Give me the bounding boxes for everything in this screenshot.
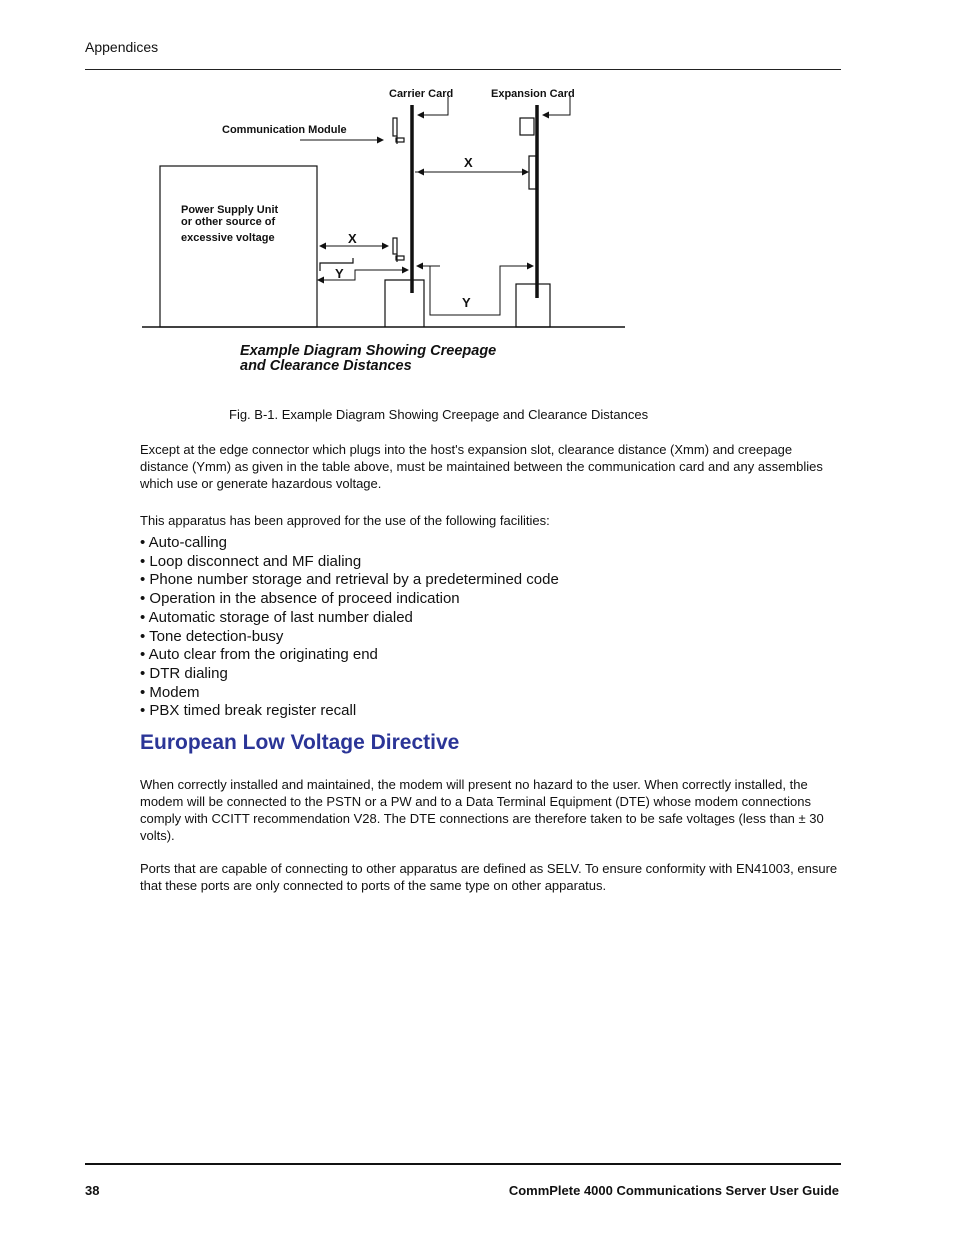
- label-psu-line2: or other source of: [181, 216, 276, 228]
- footer-rule: [85, 1163, 841, 1165]
- list-item: • DTR dialing: [140, 664, 228, 682]
- page-number: 38: [85, 1183, 100, 1198]
- header-rule: [85, 69, 841, 70]
- list-item: • Phone number storage and retrieval by a predetermined code: [140, 571, 559, 589]
- list-item: • Tone detection-busy: [140, 627, 284, 645]
- list-item: • Auto clear from the originating end: [140, 646, 378, 664]
- module-connector-bottom: [393, 238, 397, 254]
- label-x-upper: X: [464, 155, 473, 170]
- section-title: European Low Voltage Directive: [140, 731, 460, 754]
- label-carrier-card: Carrier Card: [389, 88, 454, 100]
- guide-title: CommPlete 4000 Communications Server User Guide: [508, 1183, 839, 1198]
- list-item: • Modem: [140, 683, 200, 701]
- label-y-left: Y: [335, 266, 344, 281]
- label-psu-line1: Power Supply Unit: [181, 204, 279, 216]
- header-section-label: Appendices: [85, 39, 159, 55]
- label-x-lower: X: [348, 231, 357, 246]
- power-supply-box: [160, 166, 317, 327]
- label-expansion-card: Expansion Card: [491, 88, 575, 100]
- list-item: • Operation in the absence of proceed indication: [140, 590, 460, 608]
- expansion-component-top: [520, 118, 534, 135]
- diagram-italic-caption: [240, 344, 496, 374]
- paragraph-low-voltage: When correctly installed and maintained, the modem will present no hazard to the user. When correctly installed, the modem will be connected to the PSTN or a PW and to a Data Terminal Equipment (DTE) whose modem connections comply with CCITT recommendation V28. The DTE connections are therefore taken to be safe voltages (less than ± 30 volts).: [140, 777, 824, 843]
- creepage-clearance-diagram: [140, 80, 640, 335]
- list-item: • Loop disconnect and MF dialing: [140, 552, 362, 570]
- diagram-italic-caption-line1: Example Diagram Showing Creepage: [240, 343, 497, 359]
- facilities-list: [140, 534, 559, 721]
- paragraph-approved-facilities: This apparatus has been approved for the use of the following facilities:: [140, 513, 550, 528]
- figure-caption: Fig. B-1. Example Diagram Showing Creepage and Clearance Distances: [229, 407, 649, 422]
- expansion-slot: [516, 284, 550, 327]
- list-item: • Auto-calling: [140, 534, 227, 551]
- module-connector-top: [393, 118, 397, 136]
- label-communication-module: Communication Module: [222, 124, 347, 136]
- list-item: • PBX timed break register recall: [140, 702, 357, 720]
- list-item: • Automatic storage of last number dialed: [140, 608, 413, 626]
- expansion-component-mid: [529, 156, 536, 189]
- label-y-right: Y: [462, 295, 471, 310]
- label-psu-line3: excessive voltage: [181, 232, 275, 244]
- paragraph-selv-ports: Ports that are capable of connecting to other apparatus are defined as SELV. To ensure conformity with EN41003, ensure that these ports are only connected to ports of the same type on other apparatus.: [140, 861, 838, 893]
- paragraph-clearance: Except at the edge connector which plugs into the host's expansion slot, clearance distance (Xmm) and creepage distance (Ymm) as given in the table above, must be maintained between the communication card and any assemblies which use or generate hazardous voltage.: [140, 442, 823, 491]
- diagram-italic-caption-line2: and Clearance Distances: [240, 358, 412, 374]
- carrier-slot: [385, 280, 424, 327]
